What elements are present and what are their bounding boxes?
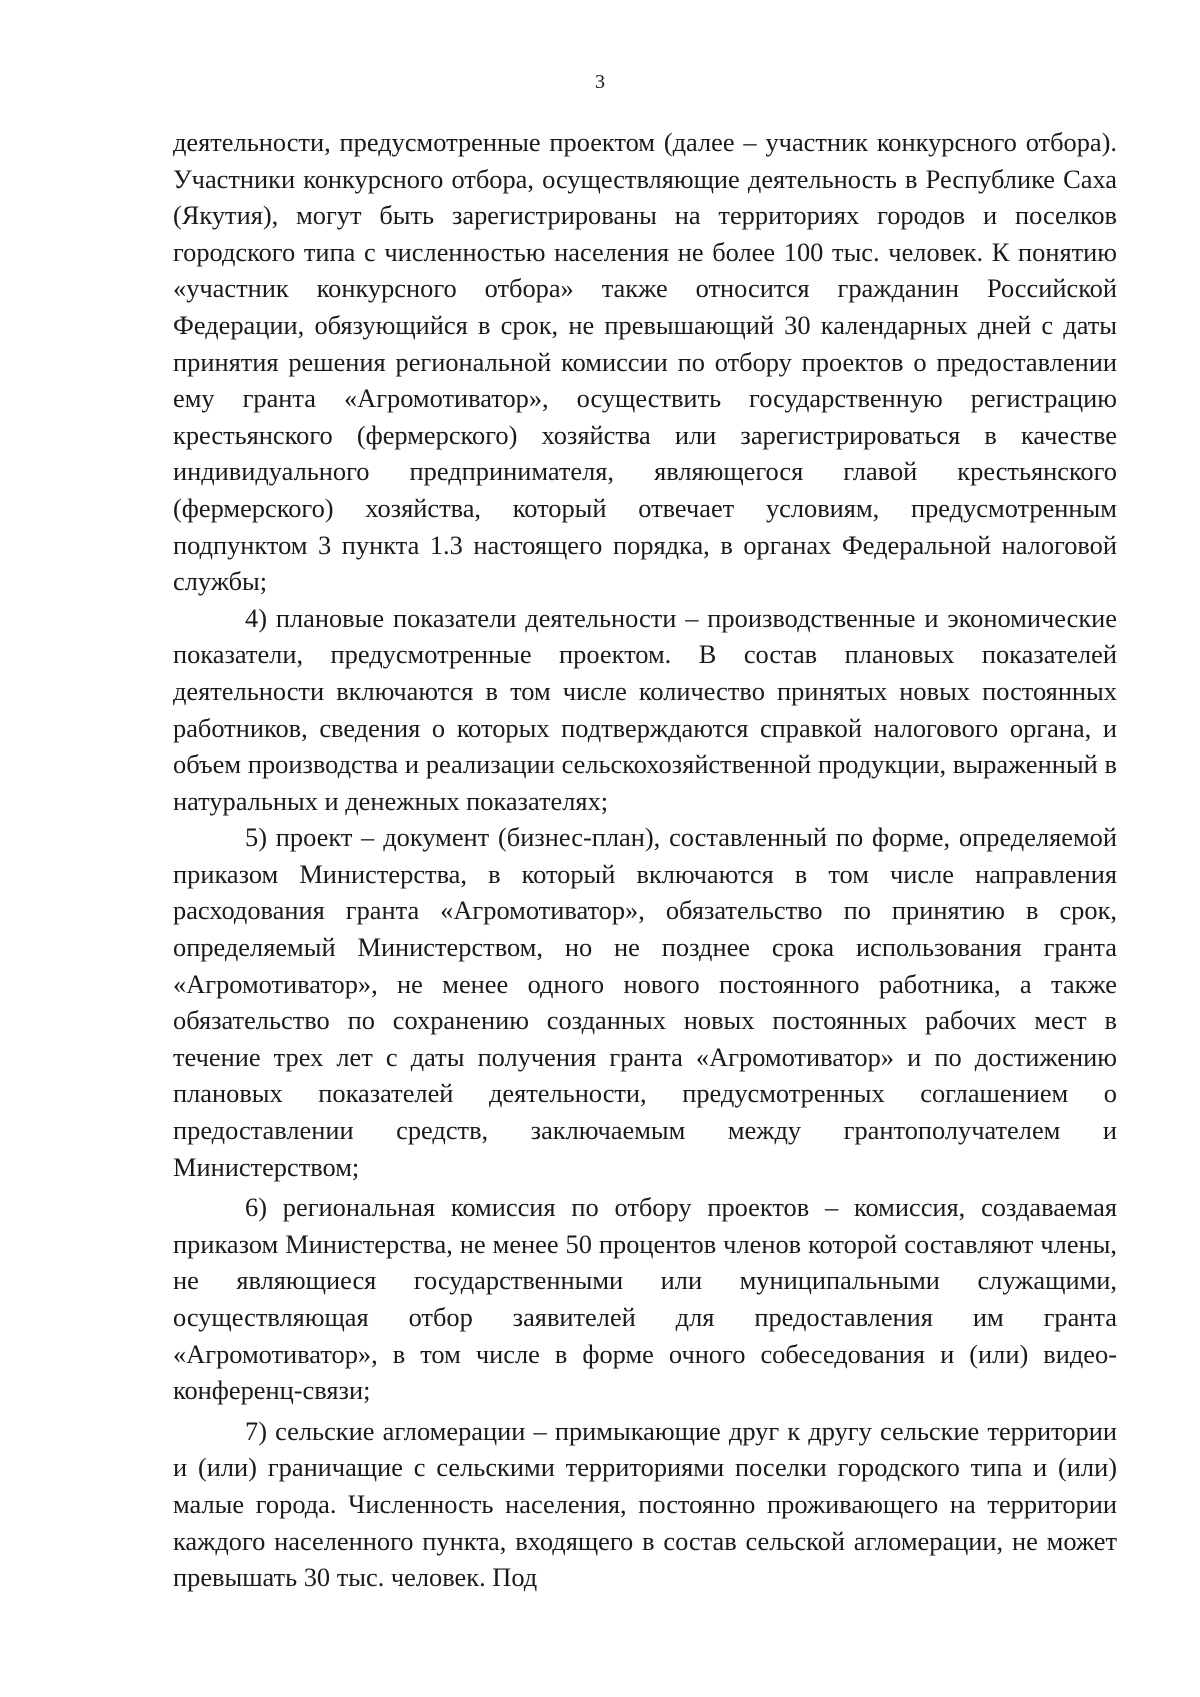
paragraph-participant-definition: деятельности, предусмотренные проектом (далее – участник конкурсного отбора). Участники конкурсного отбора, осуществляющие деятельность в Республике Саха (Якутия), могут быть зарегистрированы на территориях городов и поселков городского типа с численностью населения не более 100 тыс. человек. К понятию «участник конкурсного отбора» также относится гражданин Российской Федерации, обязующийся в срок, не превышающий 30 календарных дней с даты принятия решения региональной комиссии по отбору проектов о предоставлении ему гранта «Агромотиватор», осуществить государственную регистрацию крестьянского (фермерского) хозяйства или зарегистрироваться в качестве индивидуального предпринимателя, являющегося главой крестьянского (фермерского) хозяйства, который отвечает условиям, предусмотренным подпунктом 3 пункта 1.3 настоящего порядка, в органах Федеральной налоговой службы;: [173, 127, 1117, 597]
paragraph-item-7-rural-agglomerations: 7) сельские агломерации – примыкающие друг к другу сельские территории и (или) граничащие с сельскими территориями поселки городского типа и (или) малые города. Численность населения, постоянно проживающего на территории каждого населенного пункта, входящего в состав сельской агломерации, не может превышать 30 тыс. человек. Под: [173, 1415, 1117, 1593]
page-number: 3: [595, 71, 605, 93]
paragraph-item-6-regional-commission: 6) региональная комиссия по отбору проектов – комиссия, создаваемая приказом Министерства, не менее 50 процентов членов которой составляют члены, не являющиеся государственными или муниципальными служащими, осуществляющая отбор заявителей для предоставления им гранта «Агромотиватор», в том числе в форме очного собеседования и (или) видео-конференц-связи;: [173, 1192, 1117, 1406]
paragraph-item-4-planned-indicators: 4) плановые показатели деятельности – производственные и экономические показатели, предусмотренные проектом. В состав плановых показателей деятельности включаются в том числе количество принятых новых постоянных работников, сведения о которых подтверждаются справкой налогового органа, и объем производства и реализации сельскохозяйственной продукции, выраженный в натуральных и денежных показателях;: [173, 602, 1117, 816]
document-body: [173, 124, 1117, 1596]
paragraph-item-5-project: 5) проект – документ (бизнес-план), составленный по форме, определяемой приказом Министерства, в который включаются в том числе направления расходования гранта «Агромотиватор», обязательство по принятию в срок, определяемый Министерством, но не позднее срока использования гранта «Агромотиватор», не менее одного нового постоянного работника, а также обязательство по сохранению созданных новых постоянных рабочих мест в течение трех лет с даты получения гранта «Агромотиватор» и по достижению плановых показателей деятельности, предусмотренных соглашением о предоставлении средств, заключаемым между грантополучателем и Министерством;: [173, 822, 1117, 1182]
